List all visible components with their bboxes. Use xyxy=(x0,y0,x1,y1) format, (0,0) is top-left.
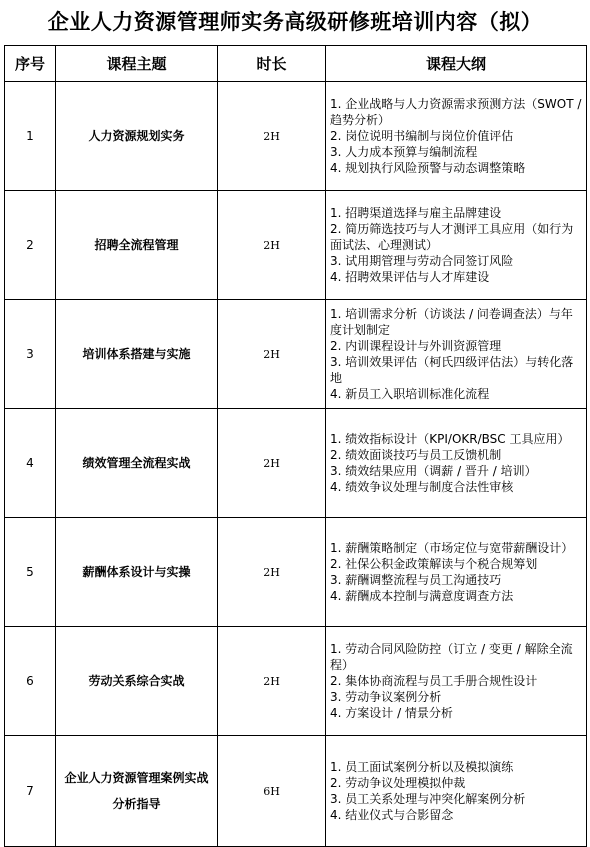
outline-item: 2. 集体协商流程与员工手册合规性设计 xyxy=(330,674,538,688)
outline-item: 3. 绩效结果应用（调薪 / 晋升 / 培训） xyxy=(330,464,537,478)
outline-item: 1. 薪酬策略制定（市场定位与宽带薪酬设计） xyxy=(330,541,574,555)
outline-item: 2. 简历筛选技巧与人才测评工具应用（如行为面试法、心理测试） xyxy=(330,222,574,252)
outline-item: 3. 劳动争议案例分析 xyxy=(330,690,442,704)
outline-item: 2. 岗位说明书编制与岗位价值评估 xyxy=(330,129,514,143)
row-outline xyxy=(326,736,587,847)
table-row xyxy=(5,627,587,736)
row-topic: 绩效管理全流程实战 xyxy=(56,409,218,518)
outline-item: 4. 新员工入职培训标准化流程 xyxy=(330,387,490,401)
row-duration: 6H xyxy=(218,736,326,847)
row-duration: 2H xyxy=(218,191,326,300)
row-topic: 劳动关系综合实战 xyxy=(56,627,218,736)
row-duration: 2H xyxy=(218,627,326,736)
outline-item: 3. 薪酬调整流程与员工沟通技巧 xyxy=(330,573,502,587)
table-row xyxy=(5,191,587,300)
outline-item: 4. 结业仪式与合影留念 xyxy=(330,808,454,822)
row-topic: 培训体系搭建与实施 xyxy=(56,300,218,409)
outline-item: 3. 人力成本预算与编制流程 xyxy=(330,145,478,159)
table-row xyxy=(5,736,587,847)
row-outline xyxy=(326,627,587,736)
table-row xyxy=(5,300,587,409)
row-duration: 2H xyxy=(218,518,326,627)
row-topic: 企业人力资源管理案例实战分析指导 xyxy=(56,736,218,847)
table-row xyxy=(5,518,587,627)
outline-item: 4. 招聘效果评估与人才库建设 xyxy=(330,270,490,284)
outline-item: 1. 员工面试案例分析以及模拟演练 xyxy=(330,760,514,774)
header-outline: 课程大纲 xyxy=(326,46,587,82)
outline-item: 2. 内训课程设计与外训资源管理 xyxy=(330,339,502,353)
table-row xyxy=(5,409,587,518)
row-duration: 2H xyxy=(218,300,326,409)
outline-item: 2. 绩效面谈技巧与员工反馈机制 xyxy=(330,448,502,462)
outline-item: 3. 培训效果评估（柯氏四级评估法）与转化落地 xyxy=(330,355,574,385)
row-seq: 5 xyxy=(5,518,56,627)
outline-item: 2. 劳动争议处理模拟仲裁 xyxy=(330,776,466,790)
row-seq: 6 xyxy=(5,627,56,736)
outline-item: 3. 试用期管理与劳动合同签订风险 xyxy=(330,254,514,268)
row-seq: 1 xyxy=(5,82,56,191)
header-seq: 序号 xyxy=(5,46,56,82)
outline-item: 4. 规划执行风险预警与动态调整策略 xyxy=(330,161,526,175)
outline-item: 4. 绩效争议处理与制度合法性审核 xyxy=(330,480,514,494)
outline-item: 1. 培训需求分析（访谈法 / 问卷调查法）与年度计划制定 xyxy=(330,307,573,337)
page-title: 企业人力资源管理师实务高级研修班培训内容（拟） xyxy=(47,10,543,34)
row-outline xyxy=(326,191,587,300)
table-row xyxy=(5,82,587,191)
row-seq: 3 xyxy=(5,300,56,409)
outline-item: 4. 方案设计 / 情景分析 xyxy=(330,706,453,720)
table-header-row xyxy=(5,46,587,82)
row-seq: 4 xyxy=(5,409,56,518)
header-duration: 时长 xyxy=(218,46,326,82)
course-table xyxy=(4,45,587,847)
row-topic: 招聘全流程管理 xyxy=(56,191,218,300)
outline-item: 2. 社保公积金政策解读与个税合规筹划 xyxy=(330,557,538,571)
outline-item: 1. 企业战略与人力资源需求预测方法（SWOT / 趋势分析） xyxy=(330,97,582,127)
row-topic: 薪酬体系设计与实操 xyxy=(56,518,218,627)
row-outline xyxy=(326,518,587,627)
row-outline xyxy=(326,409,587,518)
outline-item: 1. 绩效指标设计（KPI/OKR/BSC 工具应用） xyxy=(330,432,570,446)
row-outline xyxy=(326,300,587,409)
row-topic: 人力资源规划实务 xyxy=(56,82,218,191)
outline-item: 1. 招聘渠道选择与雇主品牌建设 xyxy=(330,206,502,220)
outline-item: 3. 员工关系处理与冲突化解案例分析 xyxy=(330,792,526,806)
row-outline xyxy=(326,82,587,191)
row-seq: 7 xyxy=(5,736,56,847)
row-duration: 2H xyxy=(218,82,326,191)
row-duration: 2H xyxy=(218,409,326,518)
outline-item: 4. 薪酬成本控制与满意度调查方法 xyxy=(330,589,514,603)
outline-item: 1. 劳动合同风险防控（订立 / 变更 / 解除全流程） xyxy=(330,642,573,672)
row-seq: 2 xyxy=(5,191,56,300)
header-topic: 课程主题 xyxy=(56,46,218,82)
